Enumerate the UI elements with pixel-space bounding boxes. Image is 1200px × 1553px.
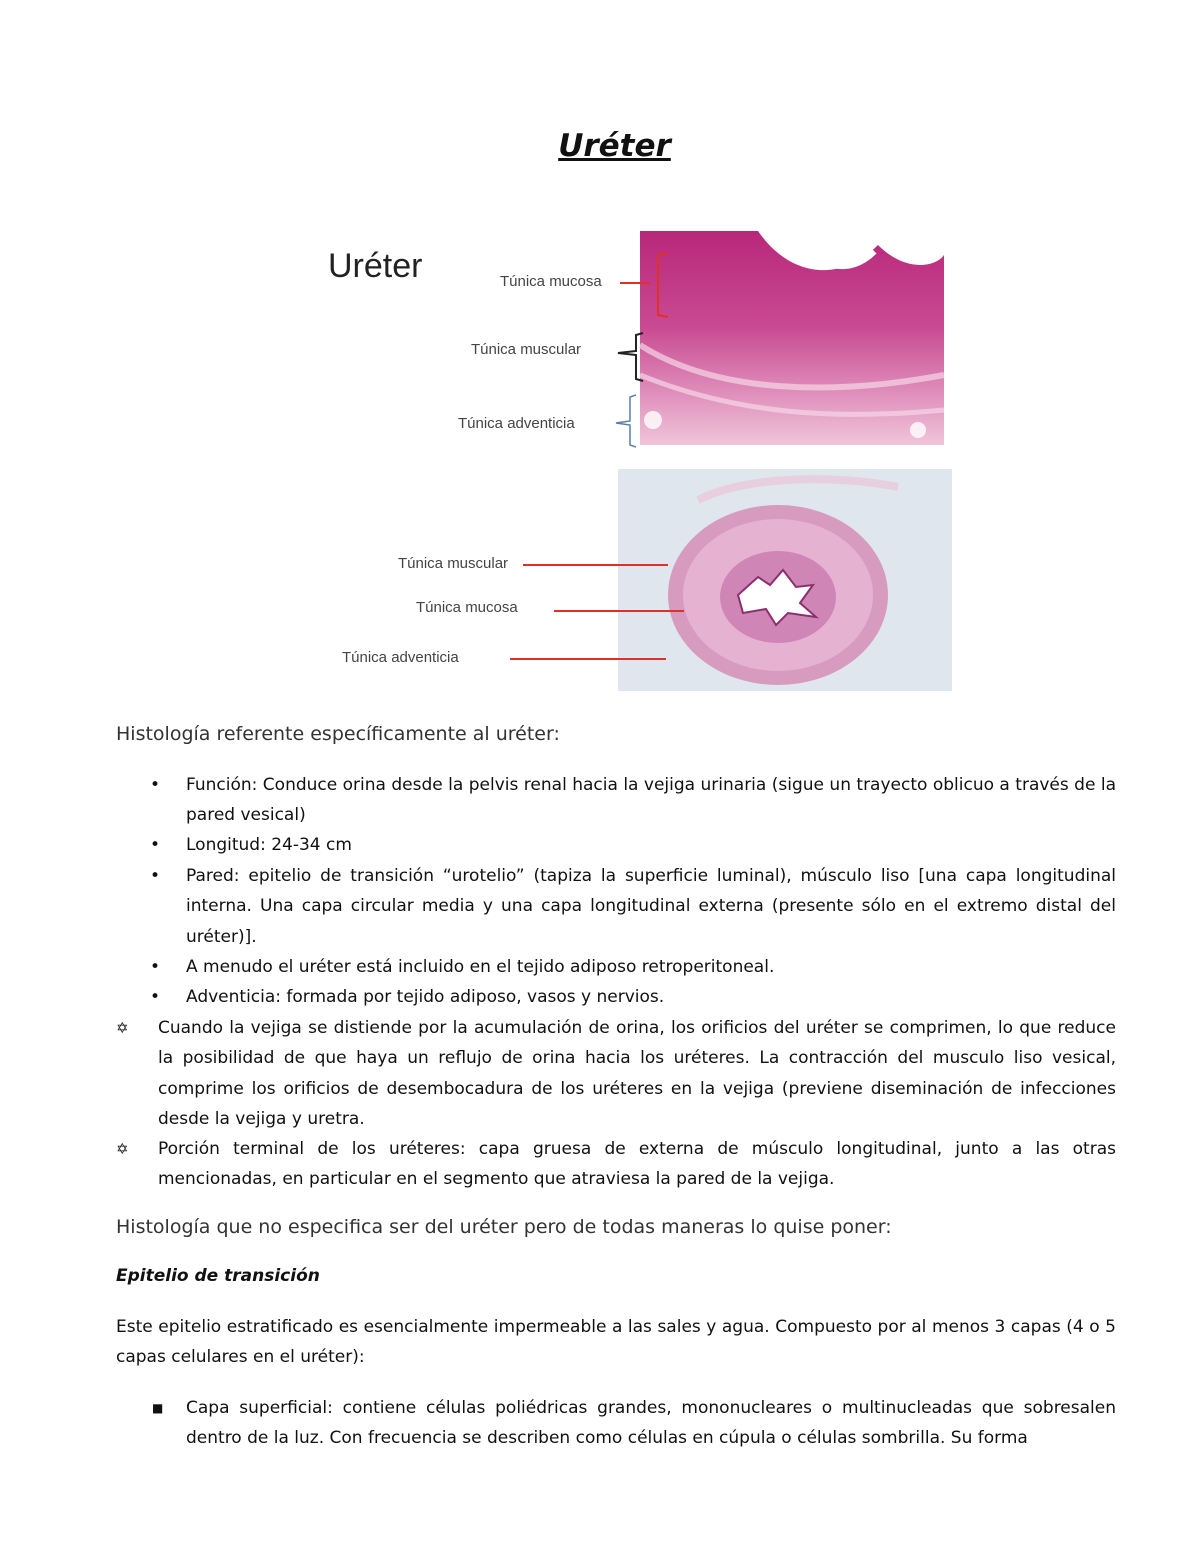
list-item-text: Cuando la vejiga se distiende por la acumulación de orina, los orificios del uréter se comprimen, lo que reduce la posibilidad de que haya un reflujo de orina hacia los uréteres. La contracción del musculo liso vesical, comprime los orificios de desembocadura de los uréteres en la vejiga (previene diseminación de infecciones desde la vejiga y uretra. <box>158 1018 1116 1129</box>
list-item <box>152 1393 1116 1454</box>
label-tunica-adventicia-bottom: Túnica adventicia <box>342 649 459 666</box>
list-item-text: Porción terminal de los uréteres: capa gruesa de externa de músculo longitudinal, junto a las otras mencionadas, en particular en el segmento que atraviesa la pared de la vejiga. <box>158 1139 1116 1190</box>
star-bullet-icon: ✡ <box>116 1019 129 1037</box>
list-item <box>150 861 1116 952</box>
subheading-transitional-epithelium: Epitelio de transición <box>116 1266 320 1286</box>
section-heading-ureter: Histología referente específicamente al uréter: <box>116 723 560 745</box>
list-item-text: Capa superficial: contiene células poliédricas grandes, mononucleares o multinucleadas que sobresalen dentro de la luz. Con frecuencia se describen como células en cúpula o células sombrilla. Su forma <box>186 1398 1116 1449</box>
list-item-text: Adventicia: formada por tejido adiposo, vasos y nervios. <box>186 987 665 1007</box>
bullet-dot-icon: • <box>150 866 161 886</box>
section-heading-general: Histología que no especifica ser del uréter pero de todas maneras lo quise poner: <box>116 1216 892 1238</box>
label-tunica-muscular-bottom: Túnica muscular <box>398 555 509 572</box>
label-tunica-adventicia-top: Túnica adventicia <box>458 415 575 432</box>
list-item-text: Longitud: 24-34 cm <box>186 835 352 855</box>
micrograph-top <box>318 225 958 695</box>
list-item <box>116 1134 1116 1195</box>
bullet-dot-icon: • <box>150 835 161 855</box>
bullet-dot-icon: • <box>150 987 161 1007</box>
list-item <box>150 770 1116 831</box>
list-item-text: Función: Conduce orina desde la pelvis renal hacia la vejiga urinaria (sigue un trayecto oblicuo a través de la pared vesical) <box>186 775 1116 826</box>
list-item-text: A menudo el uréter está incluido en el tejido adiposo retroperitoneal. <box>186 957 775 977</box>
paragraph-epithelium: Este epitelio estratificado es esencialmente impermeable a las sales y agua. Compuesto por al menos 3 capas (4 o 5 capas celulares en el uréter): <box>116 1317 1116 1368</box>
list-item <box>150 982 1116 1012</box>
bullet-dot-icon: • <box>150 775 161 795</box>
square-bullet-icon: ■ <box>152 1401 164 1415</box>
figure-heading: Uréter <box>328 247 423 285</box>
list-item <box>150 830 1116 860</box>
list-item-text: Pared: epitelio de transición “urotelio” (tapiza la superficie luminal), músculo liso [una capa longitudinal interna. Una capa circular media y una capa longitudinal externa (presente sólo en el extremo distal del uréter)]. <box>186 866 1116 947</box>
star-bullet-icon: ✡ <box>116 1140 129 1158</box>
label-tunica-mucosa-top: Túnica mucosa <box>500 273 602 290</box>
document-title: Uréter <box>558 128 671 164</box>
label-tunica-mucosa-bottom: Túnica mucosa <box>416 599 518 616</box>
ureter-histology-figure <box>318 225 958 695</box>
list-item <box>150 952 1116 982</box>
label-tunica-muscular-top: Túnica muscular <box>471 341 582 358</box>
bullet-dot-icon: • <box>150 957 161 977</box>
list-item <box>116 1013 1116 1134</box>
